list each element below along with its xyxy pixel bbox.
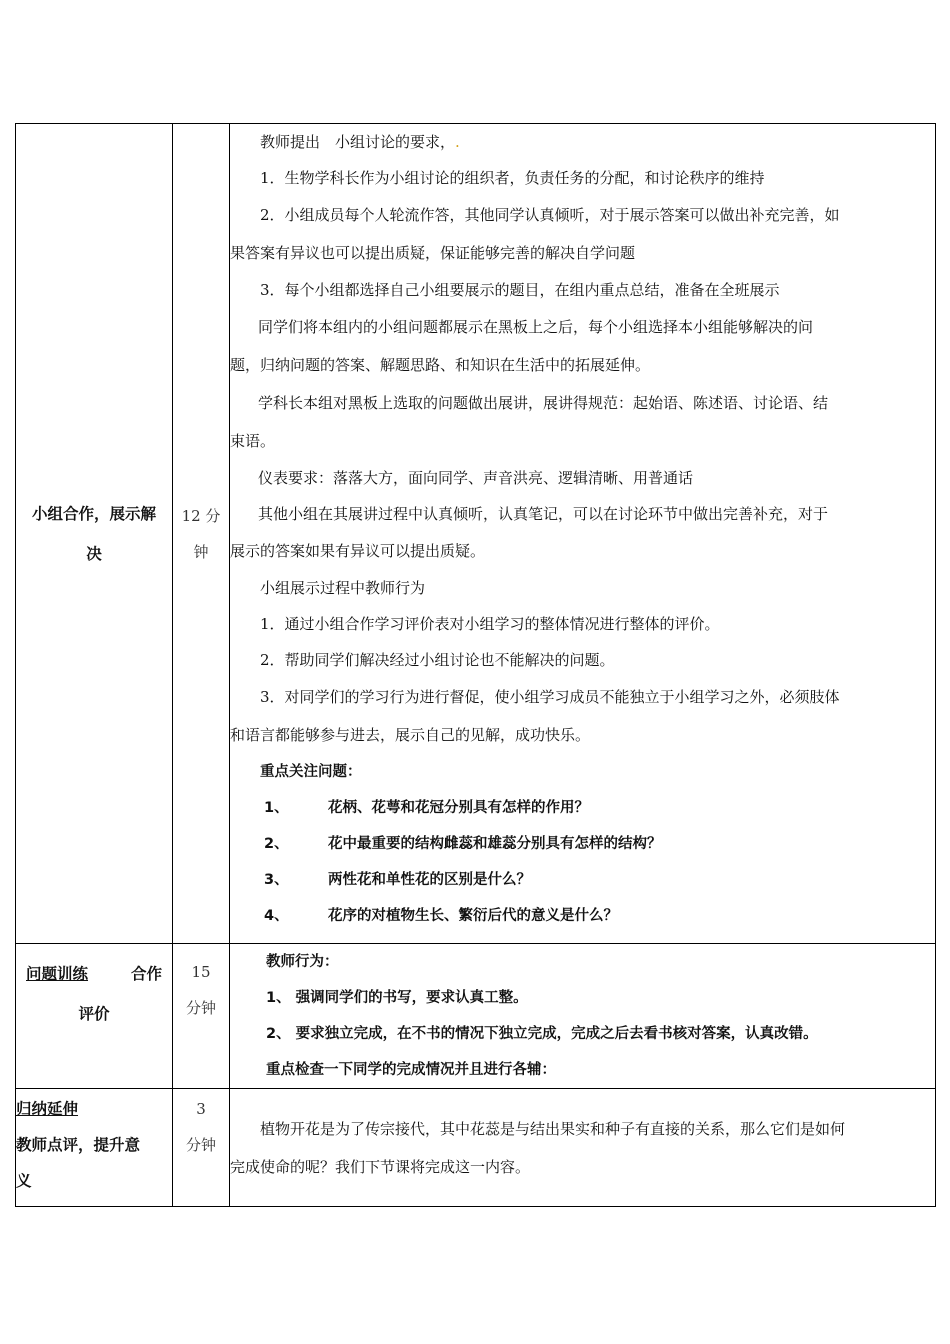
highlight-mark: . [455,133,460,151]
text-line: 2、 要求独立完成，在不书的情况下独立完成，完成之后去看书核对答案，认真改错。 [266,1026,818,1042]
stage-label: 归纳延伸 [16,1100,79,1118]
stage-label: 小组合作，展示解 [31,504,156,523]
text-line: 果答案有异议也可以提出质疑，保证能够完善的解决自学问题 [230,244,636,262]
text-line: 束语。 [230,432,276,450]
text-line: 3．对同学们的学习行为进行督促，使小组学习成员不能独立于小组学习之外，必须肢体 [260,688,840,706]
question-item: 4、 花序的对植物生长、繁衍后代的意义是什么？ [264,908,618,924]
table-row [16,124,936,944]
question-item: 1、 花柄、花萼和花冠分别具有怎样的作用？ [264,800,589,816]
time-label: 15 [191,963,211,981]
content-cell [230,124,936,944]
stage-label: 合作 [130,965,162,983]
focus-title: 重点关注问题： [260,764,362,780]
text-line: 同学们将本组内的小组问题都展示在黑板上之后，每个小组选择本小组能够解决的问 [258,318,814,336]
stage-label: 问题训练 [26,965,89,983]
stage-label: 义 [16,1172,32,1190]
text-line: 完成使命的呢？我们下节课将完成这一内容。 [230,1157,531,1176]
text-line: 1、 强调同学们的书写，要求认真工整。 [266,990,528,1006]
content-cell [230,1089,936,1207]
stage-cell [16,944,173,1089]
stage-cell [16,124,173,944]
text-line: 3．每个小组都选择自己小组要展示的题目，在组内重点总结，准备在全班展示 [260,281,780,299]
content-cell [230,944,936,1089]
text-line: 其他小组在其展讲过程中认真倾听，认真笔记，可以在讨论环节中做出完善补充，对于 [258,505,829,523]
text-line: 题，归纳问题的答案、解题思路、和知识在生活中的拓展延伸。 [230,356,651,374]
question-item: 3、 两性花和单性花的区别是什么？ [264,872,531,888]
time-cell [173,124,230,944]
time-label: 分钟 [185,1136,216,1154]
time-label: 3 [196,1100,206,1118]
text-line: 2．帮助同学们解决经过小组讨论也不能解决的问题。 [260,651,615,669]
text-line: 重点检查一下同学的完成情况并且进行各辅： [266,1062,556,1078]
time-cell [173,944,230,1089]
stage-label: 决 [86,544,102,563]
text-line: 教师提出 小组讨论的要求，. [260,133,460,151]
table-row [16,944,936,1089]
time-label: 分钟 [185,999,216,1017]
text-line: 和语言都能够参与进去，展示自己的见解，成功快乐。 [230,726,591,744]
text-line: 1．生物学科长作为小组讨论的组织者，负责任务的分配，和讨论秩序的维持 [260,169,765,187]
table-row [16,1089,936,1207]
stage-cell [16,1089,173,1207]
text-line: 小组展示过程中教师行为 [260,579,426,597]
question-item: 2、 花中最重要的结构雌蕊和雄蕊分别具有怎样的结构？ [264,836,662,852]
lesson-plan-table [15,123,936,1207]
text-line: 1．通过小组合作学习评价表对小组学习的整体情况进行整体的评价。 [260,615,720,633]
text-line: 学科长本组对黑板上选取的问题做出展讲，展讲得规范：起始语、陈述语、讨论语、结 [258,394,829,412]
text-line: 2．小组成员每个人轮流作答，其他同学认真倾听，对于展示答案可以做出补充完善，如 [260,206,840,224]
time-cell [173,1089,230,1207]
time-label: 钟 [193,542,209,561]
time-label: 12 分 [181,506,221,525]
text-line: 仪表要求：落落大方，面向同学、声音洪亮、逻辑清晰、用普通话 [258,469,694,487]
stage-label: 评价 [78,1005,110,1023]
text-line: 展示的答案如果有异议可以提出质疑。 [230,542,486,560]
stage-label: 教师点评，提升意 [16,1136,141,1154]
text-line: 教师行为： [266,954,339,970]
text-line: 植物开花是为了传宗接代，其中花蕊是与结出果实和种子有直接的关系，那么它们是如何 [260,1119,846,1138]
